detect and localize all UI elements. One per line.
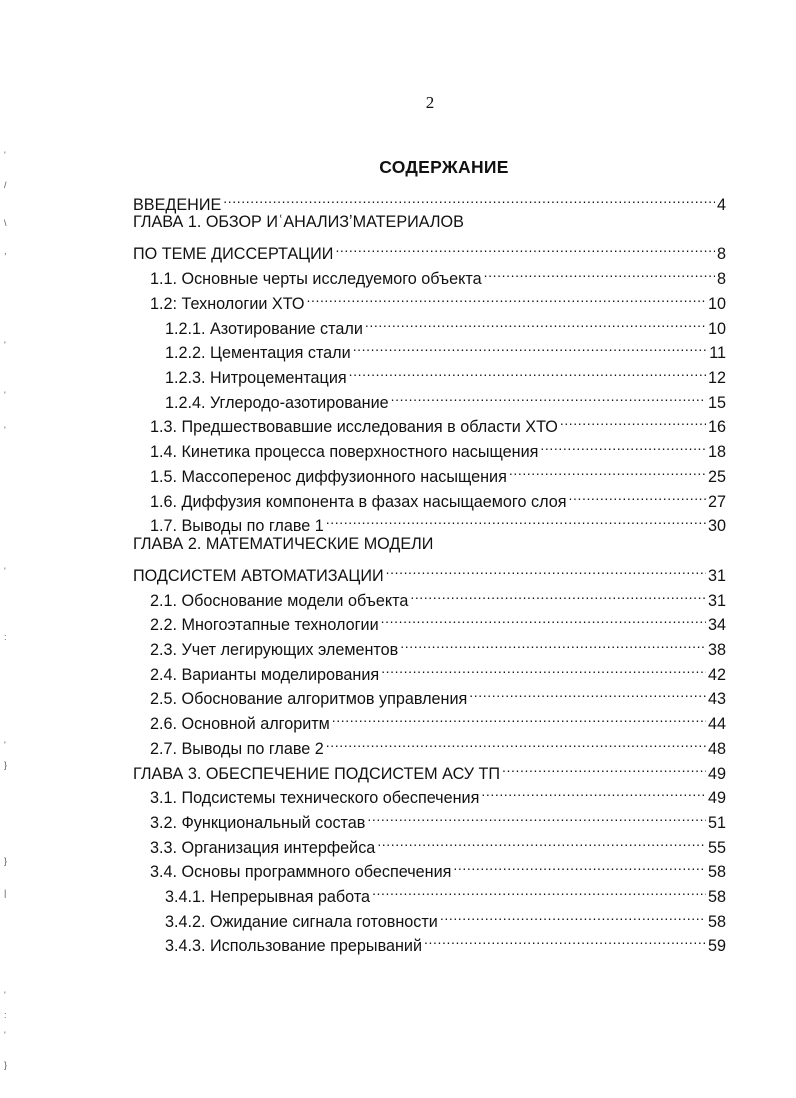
toc-dot-leader xyxy=(410,582,706,606)
toc-entry xyxy=(150,260,726,288)
toc-entry-page: 18 xyxy=(707,443,726,461)
toc-entry xyxy=(150,804,726,832)
toc-entry-label: ВВЕДЕНИЕ xyxy=(133,196,222,214)
toc-dot-leader xyxy=(540,433,706,457)
toc-dot-leader xyxy=(453,853,706,877)
toc-entry-label: 1.2.1. Азотирование стали xyxy=(165,320,363,338)
toc-dot-leader xyxy=(326,507,706,531)
toc-entry xyxy=(150,458,726,486)
toc-entry-label: 1.4. Кинетика процесса поверхностного насыщения xyxy=(150,443,539,461)
toc-entry-page: 49 xyxy=(707,789,726,807)
toc-dot-leader xyxy=(349,359,706,383)
toc-entry xyxy=(150,582,726,610)
toc-dot-leader xyxy=(481,779,706,803)
toc-entry-page: 34 xyxy=(707,616,726,634)
toc-dot-leader xyxy=(386,557,706,581)
toc-entry xyxy=(150,829,726,857)
toc-dot-leader xyxy=(306,285,706,309)
toc-entry-label: 3.2. Функциональный состав xyxy=(150,814,366,832)
toc-entry-page: 31 xyxy=(707,592,726,610)
toc-dot-leader xyxy=(424,927,706,951)
toc-entry xyxy=(165,359,726,387)
toc-dot-leader xyxy=(326,730,706,754)
toc-entry-label: 3.4.1. Непрерывная работа xyxy=(165,888,371,906)
toc-entry-label: 2.7. Выводы по главе 2 xyxy=(150,740,324,758)
toc-entry-label: 1.1. Основные черты исследуемого объекта xyxy=(150,270,482,288)
toc-entry-label: 3.4.2. Ожидание сигнала готовности xyxy=(165,913,438,931)
toc-entry-label: 2.3. Учет легирующих элементов xyxy=(150,641,399,659)
toc-entry-label: 3.1. Подсистемы технического обеспечения xyxy=(150,789,480,807)
toc-dot-leader xyxy=(400,631,706,655)
toc-entry-page: 10 xyxy=(707,295,726,313)
toc-entry-page: 8 xyxy=(716,245,726,263)
toc-dot-leader xyxy=(377,829,706,853)
toc-entry-page: 25 xyxy=(707,468,726,486)
toc-dot-leader xyxy=(391,384,706,408)
toc-entry-label: 1.2: Технологии ХТО xyxy=(150,295,305,313)
toc-entry xyxy=(165,903,726,931)
toc-dot-leader xyxy=(381,656,706,680)
toc-entry-label: 1.5. Массоперенос диффузионного насыщения xyxy=(150,468,507,486)
toc-dot-leader xyxy=(353,334,708,358)
toc-dot-leader xyxy=(469,680,706,704)
toc-entry-label: 1.6. Диффузия компонента в фазах насыщаемого слоя xyxy=(150,493,567,511)
toc-entry xyxy=(150,656,726,684)
toc-entry-label: ПО ТЕМЕ ДИССЕРТАЦИИ xyxy=(133,245,334,263)
toc-entry xyxy=(165,334,726,362)
toc-dot-leader xyxy=(381,606,706,630)
toc-entry-page: 49 xyxy=(707,765,726,783)
toc-entry-label: 3.4.3. Использование прерываний xyxy=(165,937,423,955)
toc-entry xyxy=(133,235,726,263)
toc-entry-label: 2.1. Обоснование модели объекта xyxy=(150,592,409,610)
toc-dot-leader xyxy=(502,755,706,779)
toc-entry-page: 42 xyxy=(707,666,726,684)
toc-entry-page: 51 xyxy=(707,814,726,832)
toc-entry xyxy=(150,730,726,758)
toc-entry-page: 31 xyxy=(707,567,726,585)
toc-entry-label: ГЛАВА 3. ОБЕСПЕЧЕНИЕ ПОДСИСТЕМ АСУ ТП xyxy=(133,765,501,783)
toc-dot-leader xyxy=(484,260,715,284)
toc-entry-page: 59 xyxy=(707,937,726,955)
toc-entry xyxy=(150,483,726,511)
page-title: СОДЕРЖАНИЕ xyxy=(379,157,509,177)
toc-entry xyxy=(150,631,726,659)
toc-entry-page: 58 xyxy=(707,888,726,906)
toc-entry-label: 1.2.4. Углеродо-азотирование xyxy=(165,394,389,412)
toc-entry xyxy=(133,557,726,585)
toc-entry-page: 58 xyxy=(707,863,726,881)
toc-entry-label: 1.3. Предшествовавшие исследования в области ХТО xyxy=(150,418,558,436)
toc-entry xyxy=(150,779,726,807)
toc-entry-page: 12 xyxy=(707,369,726,387)
toc-entry xyxy=(150,680,726,708)
toc-entry-page: 48 xyxy=(707,740,726,758)
toc-entry-label: 1.2.3. Нитроцементация xyxy=(165,369,347,387)
toc-entry xyxy=(150,285,726,313)
toc-entry-label: 2.4. Варианты моделирования xyxy=(150,666,380,684)
toc-dot-leader xyxy=(223,186,715,210)
toc-entry-label: ГЛАВА 1. ОБЗОР ИʿАНАЛИЗʼМАТЕРИАЛОВ xyxy=(133,213,464,231)
toc-entry xyxy=(150,408,726,436)
toc-entry-page: 27 xyxy=(707,493,726,511)
toc-dot-leader xyxy=(372,878,706,902)
page-number: 2 xyxy=(425,93,435,112)
toc-entry-page: 16 xyxy=(707,418,726,436)
toc-entry xyxy=(150,853,726,881)
toc-dot-leader xyxy=(560,408,706,432)
toc-entry xyxy=(150,705,726,733)
toc-dot-leader xyxy=(509,458,706,482)
toc-entry xyxy=(150,507,726,535)
toc-dot-leader xyxy=(335,235,715,259)
toc-entry xyxy=(165,878,726,906)
toc-entry-page: 15 xyxy=(707,394,726,412)
toc-dot-leader xyxy=(440,903,706,927)
toc-dot-leader xyxy=(367,804,706,828)
toc-entry-label: 1.2.2. Цементация стали xyxy=(165,344,351,362)
toc-entry-page: 58 xyxy=(707,913,726,931)
toc-entry-label: 2.5. Обоснование алгоритмов управления xyxy=(150,690,468,708)
toc-entry-page: 11 xyxy=(709,344,726,362)
toc-entry xyxy=(133,210,464,234)
scan-margin-marks: ' / \ , ' ' ' ' : ' } } | ' : ' } xyxy=(4,150,8,1070)
toc-entry xyxy=(133,532,433,556)
toc-entry-page: 10 xyxy=(707,320,726,338)
toc-entry xyxy=(133,755,726,783)
toc-entry-label: 1.7. Выводы по главе 1 xyxy=(150,517,324,535)
toc-entry-label: 3.3. Организация интерфейса xyxy=(150,839,376,857)
toc-entry-page: 43 xyxy=(707,690,726,708)
toc-dot-leader xyxy=(332,705,706,729)
toc-entry-page: 4 xyxy=(716,196,726,214)
toc-entry-label: 2.2. Многоэтапные технологии xyxy=(150,616,379,634)
toc-entry xyxy=(165,384,726,412)
toc-entry-label: ГЛАВА 2. МАТЕМАТИЧЕСКИЕ МОДЕЛИ xyxy=(133,535,434,553)
toc-entry xyxy=(165,927,726,955)
toc-entry xyxy=(133,186,726,214)
toc-entry-page: 8 xyxy=(716,270,726,288)
toc-entry-page: 38 xyxy=(707,641,726,659)
toc-entry xyxy=(150,433,726,461)
toc-entry-label: 2.6. Основной алгоритм xyxy=(150,715,330,733)
toc-entry xyxy=(165,310,726,338)
toc-entry-page: 55 xyxy=(707,839,726,857)
toc-entry-page: 44 xyxy=(707,715,726,733)
toc-dot-leader xyxy=(568,483,706,507)
toc-entry-label: 3.4. Основы программного обеспечения xyxy=(150,863,452,881)
toc-entry-label: ПОДСИСТЕМ АВТОМАТИЗАЦИИ xyxy=(133,567,384,585)
toc-dot-leader xyxy=(365,310,706,334)
toc-entry-page: 30 xyxy=(707,517,726,535)
toc-entry xyxy=(150,606,726,634)
